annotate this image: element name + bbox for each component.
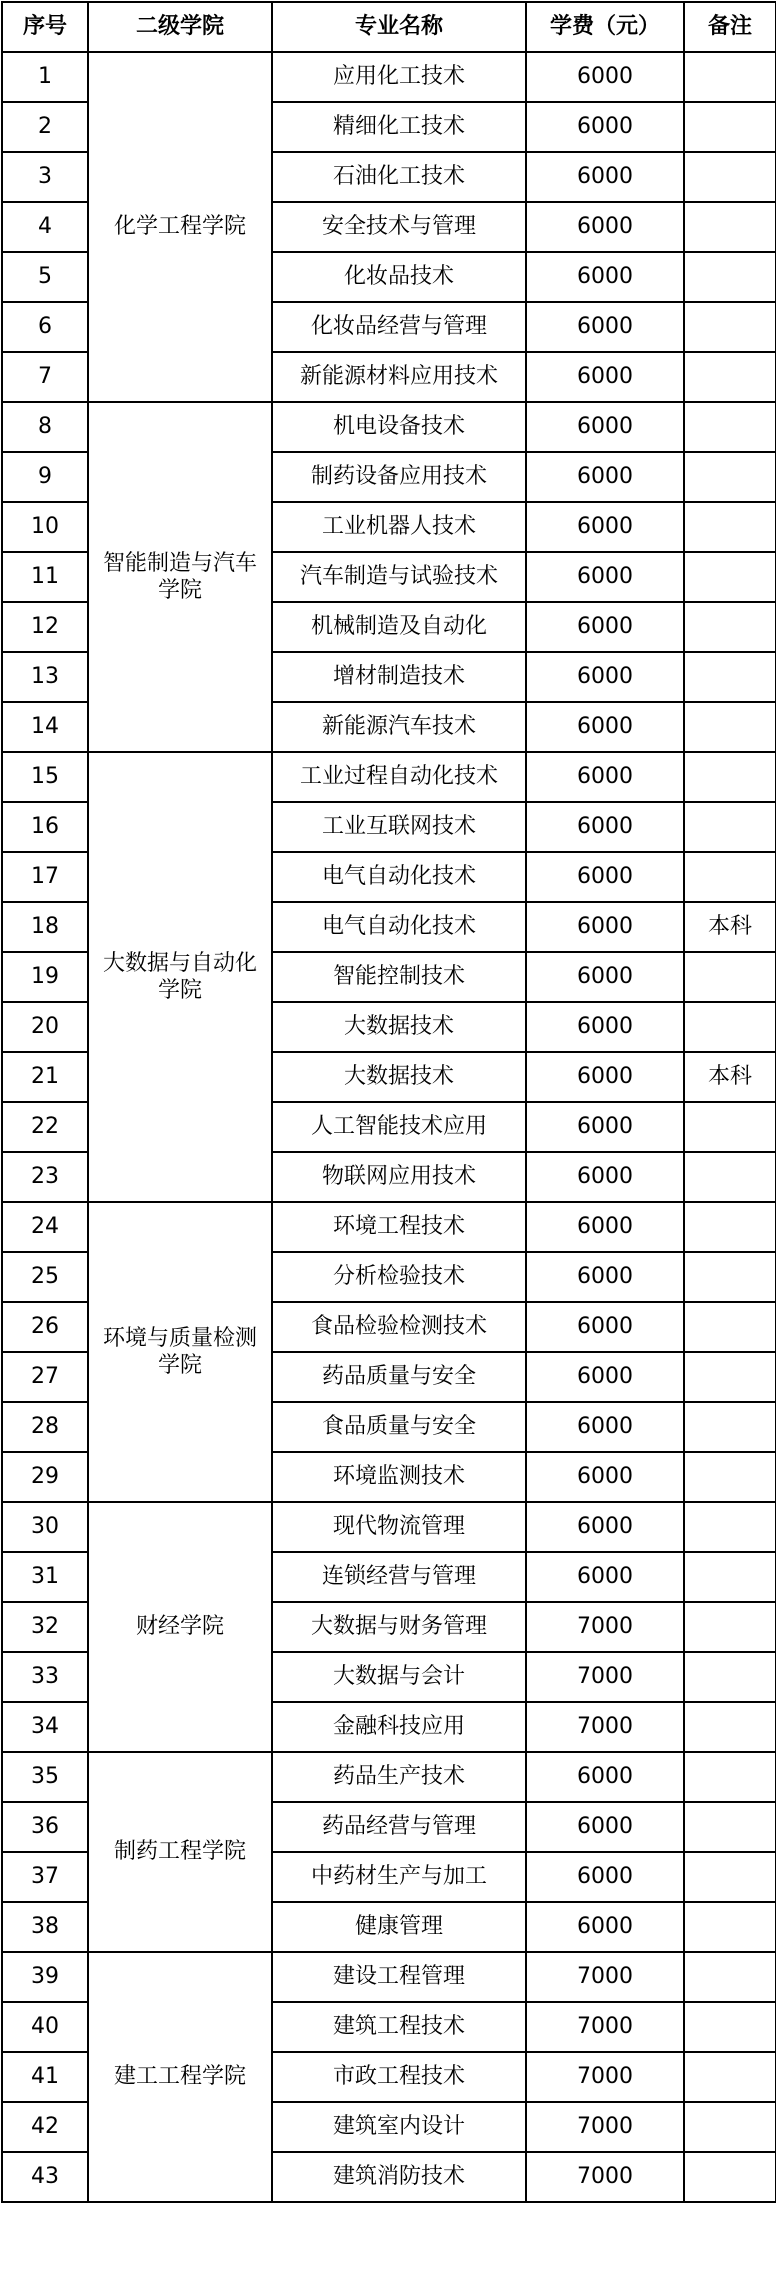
- cell-tuition: 6000: [526, 752, 684, 802]
- cell-remarks: [684, 1152, 776, 1202]
- cell-major: 化妆品经营与管理: [272, 302, 526, 352]
- cell-major: 建筑室内设计: [272, 2102, 526, 2152]
- cell-remarks: [684, 1652, 776, 1702]
- table-row: [2, 1202, 776, 1252]
- cell-remarks: 本科: [684, 902, 776, 952]
- cell-index: 30: [2, 1502, 88, 1552]
- cell-tuition: 6000: [526, 52, 684, 102]
- cell-major: 食品质量与安全: [272, 1402, 526, 1452]
- cell-remarks: [684, 952, 776, 1002]
- cell-major: 药品质量与安全: [272, 1352, 526, 1402]
- cell-tuition: 6000: [526, 1152, 684, 1202]
- cell-tuition: 7000: [526, 1652, 684, 1702]
- cell-tuition: 6000: [526, 302, 684, 352]
- cell-tuition: 6000: [526, 452, 684, 502]
- cell-index: 38: [2, 1902, 88, 1952]
- cell-index: 40: [2, 2002, 88, 2052]
- cell-major: 智能控制技术: [272, 952, 526, 1002]
- cell-major: 精细化工技术: [272, 102, 526, 152]
- cell-tuition: 6000: [526, 252, 684, 302]
- cell-major: 化妆品技术: [272, 252, 526, 302]
- cell-tuition: 6000: [526, 402, 684, 452]
- cell-major: 大数据技术: [272, 1052, 526, 1102]
- cell-tuition: 6000: [526, 1202, 684, 1252]
- cell-index: 20: [2, 1002, 88, 1052]
- cell-remarks: [684, 2102, 776, 2152]
- header-tuition: 学费（元）: [526, 2, 684, 52]
- cell-remarks: [684, 702, 776, 752]
- cell-remarks: [684, 1952, 776, 2002]
- cell-index: 12: [2, 602, 88, 652]
- cell-tuition: 6000: [526, 952, 684, 1002]
- cell-tuition: 6000: [526, 852, 684, 902]
- cell-index: 15: [2, 752, 88, 802]
- cell-remarks: 本科: [684, 1052, 776, 1102]
- table-row: [2, 1752, 776, 1802]
- cell-tuition: 6000: [526, 1402, 684, 1452]
- cell-remarks: [684, 1452, 776, 1502]
- cell-remarks: [684, 402, 776, 452]
- cell-college: 大数据与自动化学院: [88, 752, 272, 1202]
- cell-remarks: [684, 352, 776, 402]
- cell-remarks: [684, 1202, 776, 1252]
- cell-index: 34: [2, 1702, 88, 1752]
- cell-tuition: 6000: [526, 1302, 684, 1352]
- cell-tuition: 6000: [526, 1252, 684, 1302]
- cell-remarks: [684, 202, 776, 252]
- cell-major: 大数据技术: [272, 1002, 526, 1052]
- cell-index: 28: [2, 1402, 88, 1452]
- cell-remarks: [684, 1102, 776, 1152]
- cell-remarks: [684, 2002, 776, 2052]
- cell-tuition: 6000: [526, 902, 684, 952]
- cell-remarks: [684, 1602, 776, 1652]
- cell-index: 27: [2, 1352, 88, 1402]
- cell-index: 11: [2, 552, 88, 602]
- cell-index: 1: [2, 52, 88, 102]
- cell-major: 新能源汽车技术: [272, 702, 526, 752]
- cell-major: 环境监测技术: [272, 1452, 526, 1502]
- cell-index: 25: [2, 1252, 88, 1302]
- cell-tuition: 6000: [526, 702, 684, 752]
- cell-tuition: 7000: [526, 2152, 684, 2202]
- cell-major: 新能源材料应用技术: [272, 352, 526, 402]
- cell-index: 16: [2, 802, 88, 852]
- cell-tuition: 6000: [526, 1852, 684, 1902]
- cell-college: 智能制造与汽车学院: [88, 402, 272, 752]
- cell-college: 化学工程学院: [88, 52, 272, 402]
- cell-remarks: [684, 1852, 776, 1902]
- cell-remarks: [684, 302, 776, 352]
- cell-remarks: [684, 1302, 776, 1352]
- cell-index: 37: [2, 1852, 88, 1902]
- header-index: 序号: [2, 2, 88, 52]
- cell-major: 建筑消防技术: [272, 2152, 526, 2202]
- cell-remarks: [684, 1902, 776, 1952]
- cell-major: 药品生产技术: [272, 1752, 526, 1802]
- cell-index: 33: [2, 1652, 88, 1702]
- cell-index: 7: [2, 352, 88, 402]
- cell-index: 39: [2, 1952, 88, 2002]
- cell-tuition: 7000: [526, 1602, 684, 1652]
- cell-index: 19: [2, 952, 88, 1002]
- cell-index: 18: [2, 902, 88, 952]
- cell-remarks: [684, 1252, 776, 1302]
- cell-major: 汽车制造与试验技术: [272, 552, 526, 602]
- cell-major: 环境工程技术: [272, 1202, 526, 1252]
- cell-remarks: [684, 852, 776, 902]
- cell-index: 21: [2, 1052, 88, 1102]
- table-body: [2, 52, 776, 2202]
- cell-tuition: 6000: [526, 1102, 684, 1152]
- cell-index: 2: [2, 102, 88, 152]
- cell-index: 3: [2, 152, 88, 202]
- cell-college: 制药工程学院: [88, 1752, 272, 1952]
- cell-index: 8: [2, 402, 88, 452]
- table-row: [2, 52, 776, 102]
- cell-major: 食品检验检测技术: [272, 1302, 526, 1352]
- cell-tuition: 6000: [526, 1502, 684, 1552]
- cell-index: 14: [2, 702, 88, 752]
- cell-college: 建工工程学院: [88, 1952, 272, 2202]
- cell-index: 22: [2, 1102, 88, 1152]
- cell-tuition: 6000: [526, 1902, 684, 1952]
- cell-major: 健康管理: [272, 1902, 526, 1952]
- cell-remarks: [684, 502, 776, 552]
- cell-major: 人工智能技术应用: [272, 1102, 526, 1152]
- cell-major: 工业互联网技术: [272, 802, 526, 852]
- cell-index: 41: [2, 2052, 88, 2102]
- cell-tuition: 6000: [526, 652, 684, 702]
- cell-index: 9: [2, 452, 88, 502]
- cell-major: 物联网应用技术: [272, 1152, 526, 1202]
- table-row: [2, 1952, 776, 2002]
- cell-tuition: 7000: [526, 2002, 684, 2052]
- cell-remarks: [684, 152, 776, 202]
- cell-tuition: 6000: [526, 1752, 684, 1802]
- table-row: [2, 752, 776, 802]
- cell-tuition: 6000: [526, 1052, 684, 1102]
- cell-major: 制药设备应用技术: [272, 452, 526, 502]
- table-row: [2, 402, 776, 452]
- cell-major: 建设工程管理: [272, 1952, 526, 2002]
- cell-index: 32: [2, 1602, 88, 1652]
- cell-major: 机电设备技术: [272, 402, 526, 452]
- cell-major: 工业过程自动化技术: [272, 752, 526, 802]
- cell-index: 35: [2, 1752, 88, 1802]
- cell-remarks: [684, 452, 776, 502]
- cell-major: 药品经营与管理: [272, 1802, 526, 1852]
- cell-tuition: 6000: [526, 602, 684, 652]
- cell-index: 42: [2, 2102, 88, 2152]
- cell-remarks: [684, 2152, 776, 2202]
- cell-tuition: 6000: [526, 202, 684, 252]
- header-row: [2, 2, 776, 52]
- cell-major: 应用化工技术: [272, 52, 526, 102]
- cell-tuition: 6000: [526, 152, 684, 202]
- cell-tuition: 6000: [526, 1352, 684, 1402]
- cell-remarks: [684, 1802, 776, 1852]
- cell-index: 13: [2, 652, 88, 702]
- cell-college: 环境与质量检测学院: [88, 1202, 272, 1502]
- cell-remarks: [684, 802, 776, 852]
- cell-major: 市政工程技术: [272, 2052, 526, 2102]
- cell-major: 电气自动化技术: [272, 852, 526, 902]
- cell-index: 23: [2, 1152, 88, 1202]
- cell-remarks: [684, 1402, 776, 1452]
- cell-remarks: [684, 1552, 776, 1602]
- cell-index: 17: [2, 852, 88, 902]
- cell-remarks: [684, 252, 776, 302]
- cell-index: 43: [2, 2152, 88, 2202]
- cell-remarks: [684, 1702, 776, 1752]
- cell-index: 5: [2, 252, 88, 302]
- cell-remarks: [684, 552, 776, 602]
- cell-major: 现代物流管理: [272, 1502, 526, 1552]
- cell-major: 中药材生产与加工: [272, 1852, 526, 1902]
- table-row: [2, 1502, 776, 1552]
- cell-major: 石油化工技术: [272, 152, 526, 202]
- cell-remarks: [684, 1352, 776, 1402]
- cell-major: 增材制造技术: [272, 652, 526, 702]
- cell-index: 26: [2, 1302, 88, 1352]
- cell-tuition: 6000: [526, 802, 684, 852]
- tuition-table: [1, 1, 776, 2203]
- cell-major: 大数据与会计: [272, 1652, 526, 1702]
- cell-major: 大数据与财务管理: [272, 1602, 526, 1652]
- cell-index: 29: [2, 1452, 88, 1502]
- cell-remarks: [684, 1502, 776, 1552]
- cell-tuition: 6000: [526, 1452, 684, 1502]
- header-remarks: 备注: [684, 2, 776, 52]
- cell-remarks: [684, 1752, 776, 1802]
- cell-major: 金融科技应用: [272, 1702, 526, 1752]
- cell-tuition: 6000: [526, 102, 684, 152]
- cell-index: 24: [2, 1202, 88, 1252]
- cell-major: 连锁经营与管理: [272, 1552, 526, 1602]
- cell-major: 分析检验技术: [272, 1252, 526, 1302]
- cell-remarks: [684, 652, 776, 702]
- cell-index: 6: [2, 302, 88, 352]
- cell-tuition: 7000: [526, 2102, 684, 2152]
- cell-tuition: 6000: [526, 552, 684, 602]
- cell-major: 安全技术与管理: [272, 202, 526, 252]
- cell-remarks: [684, 1002, 776, 1052]
- cell-tuition: 6000: [526, 1002, 684, 1052]
- cell-major: 机械制造及自动化: [272, 602, 526, 652]
- cell-remarks: [684, 102, 776, 152]
- cell-index: 10: [2, 502, 88, 552]
- cell-index: 4: [2, 202, 88, 252]
- header-major: 专业名称: [272, 2, 526, 52]
- cell-tuition: 7000: [526, 1702, 684, 1752]
- cell-tuition: 6000: [526, 1802, 684, 1852]
- cell-major: 建筑工程技术: [272, 2002, 526, 2052]
- cell-tuition: 6000: [526, 502, 684, 552]
- cell-college: 财经学院: [88, 1502, 272, 1752]
- cell-remarks: [684, 752, 776, 802]
- cell-tuition: 7000: [526, 2052, 684, 2102]
- header-college: 二级学院: [88, 2, 272, 52]
- cell-remarks: [684, 602, 776, 652]
- cell-major: 电气自动化技术: [272, 902, 526, 952]
- cell-remarks: [684, 2052, 776, 2102]
- cell-remarks: [684, 52, 776, 102]
- cell-index: 36: [2, 1802, 88, 1852]
- cell-major: 工业机器人技术: [272, 502, 526, 552]
- cell-tuition: 6000: [526, 1552, 684, 1602]
- cell-tuition: 7000: [526, 1952, 684, 2002]
- cell-tuition: 6000: [526, 352, 684, 402]
- cell-index: 31: [2, 1552, 88, 1602]
